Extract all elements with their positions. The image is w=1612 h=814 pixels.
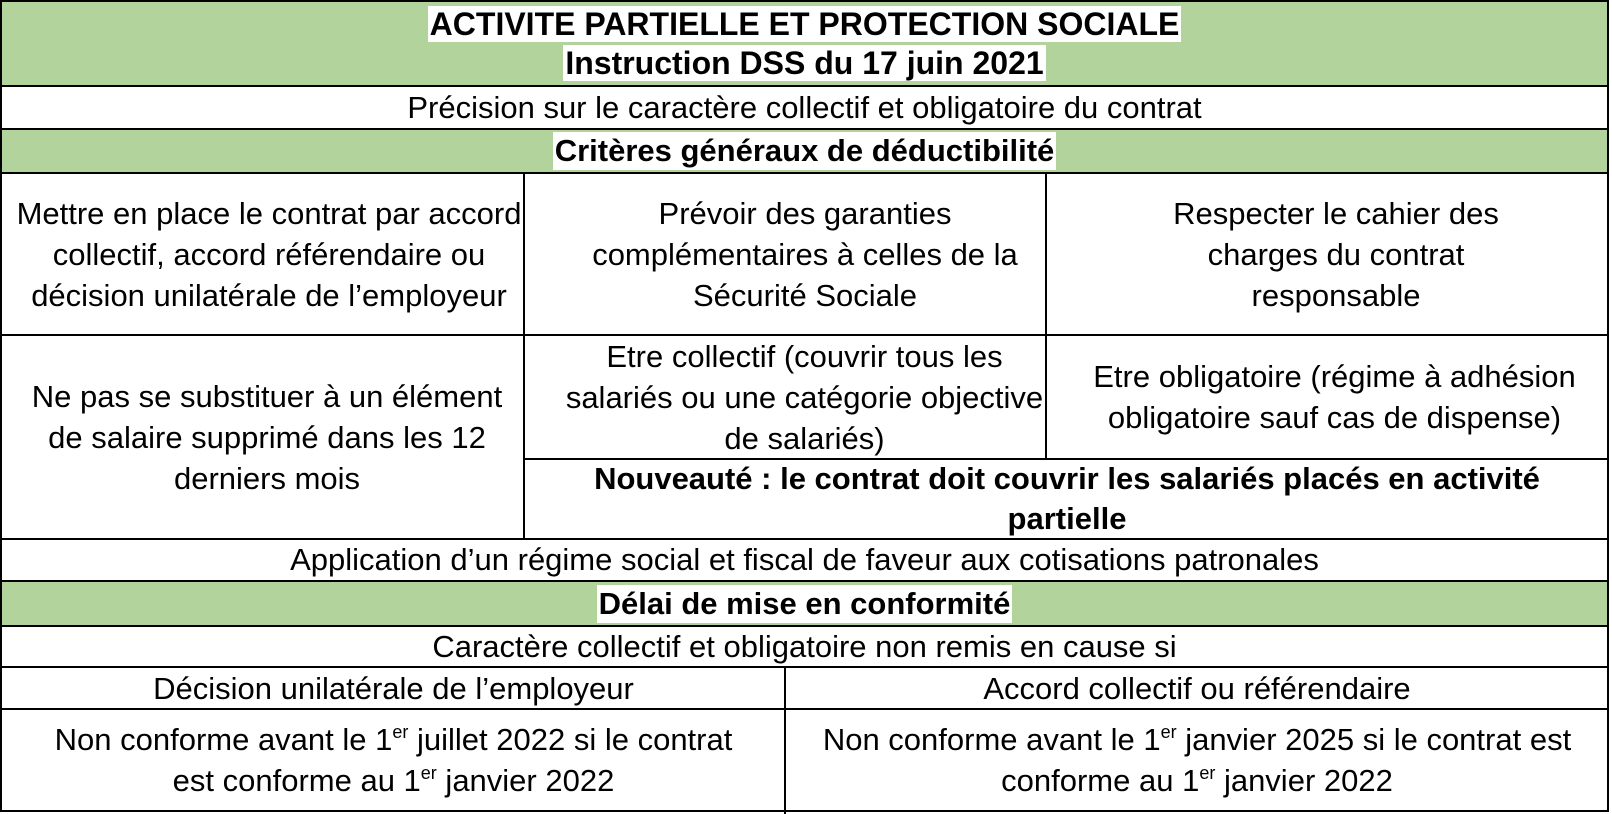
title-block	[2, 2, 1607, 87]
divider	[1045, 174, 1047, 459]
page-title: ACTIVITE PARTIELLE ET PROTECTION SOCIALE	[429, 5, 1180, 42]
application-row	[2, 540, 1607, 582]
criterion-mandatory: Etre obligatoire (régime à adhésion obligatoire sauf cas de dispense)	[1093, 359, 1576, 435]
delay-heading-row	[2, 582, 1607, 627]
criteria-row-2	[2, 336, 1607, 540]
novelty-note: Nouveauté : le contrat doit couvrir les salariés placés en activité partielle	[594, 461, 1540, 536]
criterion-no-substitution: Ne pas se substituer à un élément de salaire supprimé dans les 12 derniers mois	[31, 378, 503, 496]
divider	[784, 668, 786, 814]
delay-intro-row	[2, 627, 1607, 668]
criteria-heading: Critères généraux de déductibilité	[554, 133, 1055, 168]
delay-intro: Caractère collectif et obligatoire non remis en cause si	[432, 628, 1177, 664]
criterion-collective-agreement: Mettre en place le contrat par accord collectif, accord référendaire ou décision unilatérale de l’employeur	[16, 195, 522, 313]
criterion-collective: Etre collectif (couvrir tous les salariés ou une catégorie objective de salariés)	[565, 338, 1044, 456]
precision-text: Précision sur le caractère collectif et obligatoire du contrat	[407, 89, 1202, 125]
criteria-row-1	[2, 174, 1607, 336]
collective-deadline: Non conforme avant le 1er janvier 2025 si le contrat est conforme au 1er janvier 2022	[822, 722, 1572, 798]
precision-row	[2, 87, 1607, 130]
collective-agreement-heading: Accord collectif ou référendaire	[983, 670, 1411, 706]
unilateral-deadline: Non conforme avant le 1er juillet 2022 si le contrat est conforme au 1er janvier 2022	[54, 722, 733, 798]
delay-heading: Délai de mise en conformité	[598, 585, 1011, 621]
page-subtitle: Instruction DSS du 17 juin 2021	[565, 44, 1044, 81]
delay-subheading-row	[2, 668, 1607, 710]
delay-deadline-row	[2, 710, 1607, 812]
criterion-responsible-contract: Respecter le cahier des charges du contrat responsable	[1173, 195, 1499, 313]
unilateral-decision-heading: Décision unilatérale de l’employeur	[153, 670, 634, 706]
divider	[523, 174, 525, 540]
criterion-complementary-guarantees: Prévoir des garanties complémentaires à celles de la Sécurité Sociale	[592, 195, 1018, 313]
criteria-heading-row	[2, 130, 1607, 174]
application-text: Application d’un régime social et fiscal de faveur aux cotisations patronales	[290, 542, 1319, 577]
